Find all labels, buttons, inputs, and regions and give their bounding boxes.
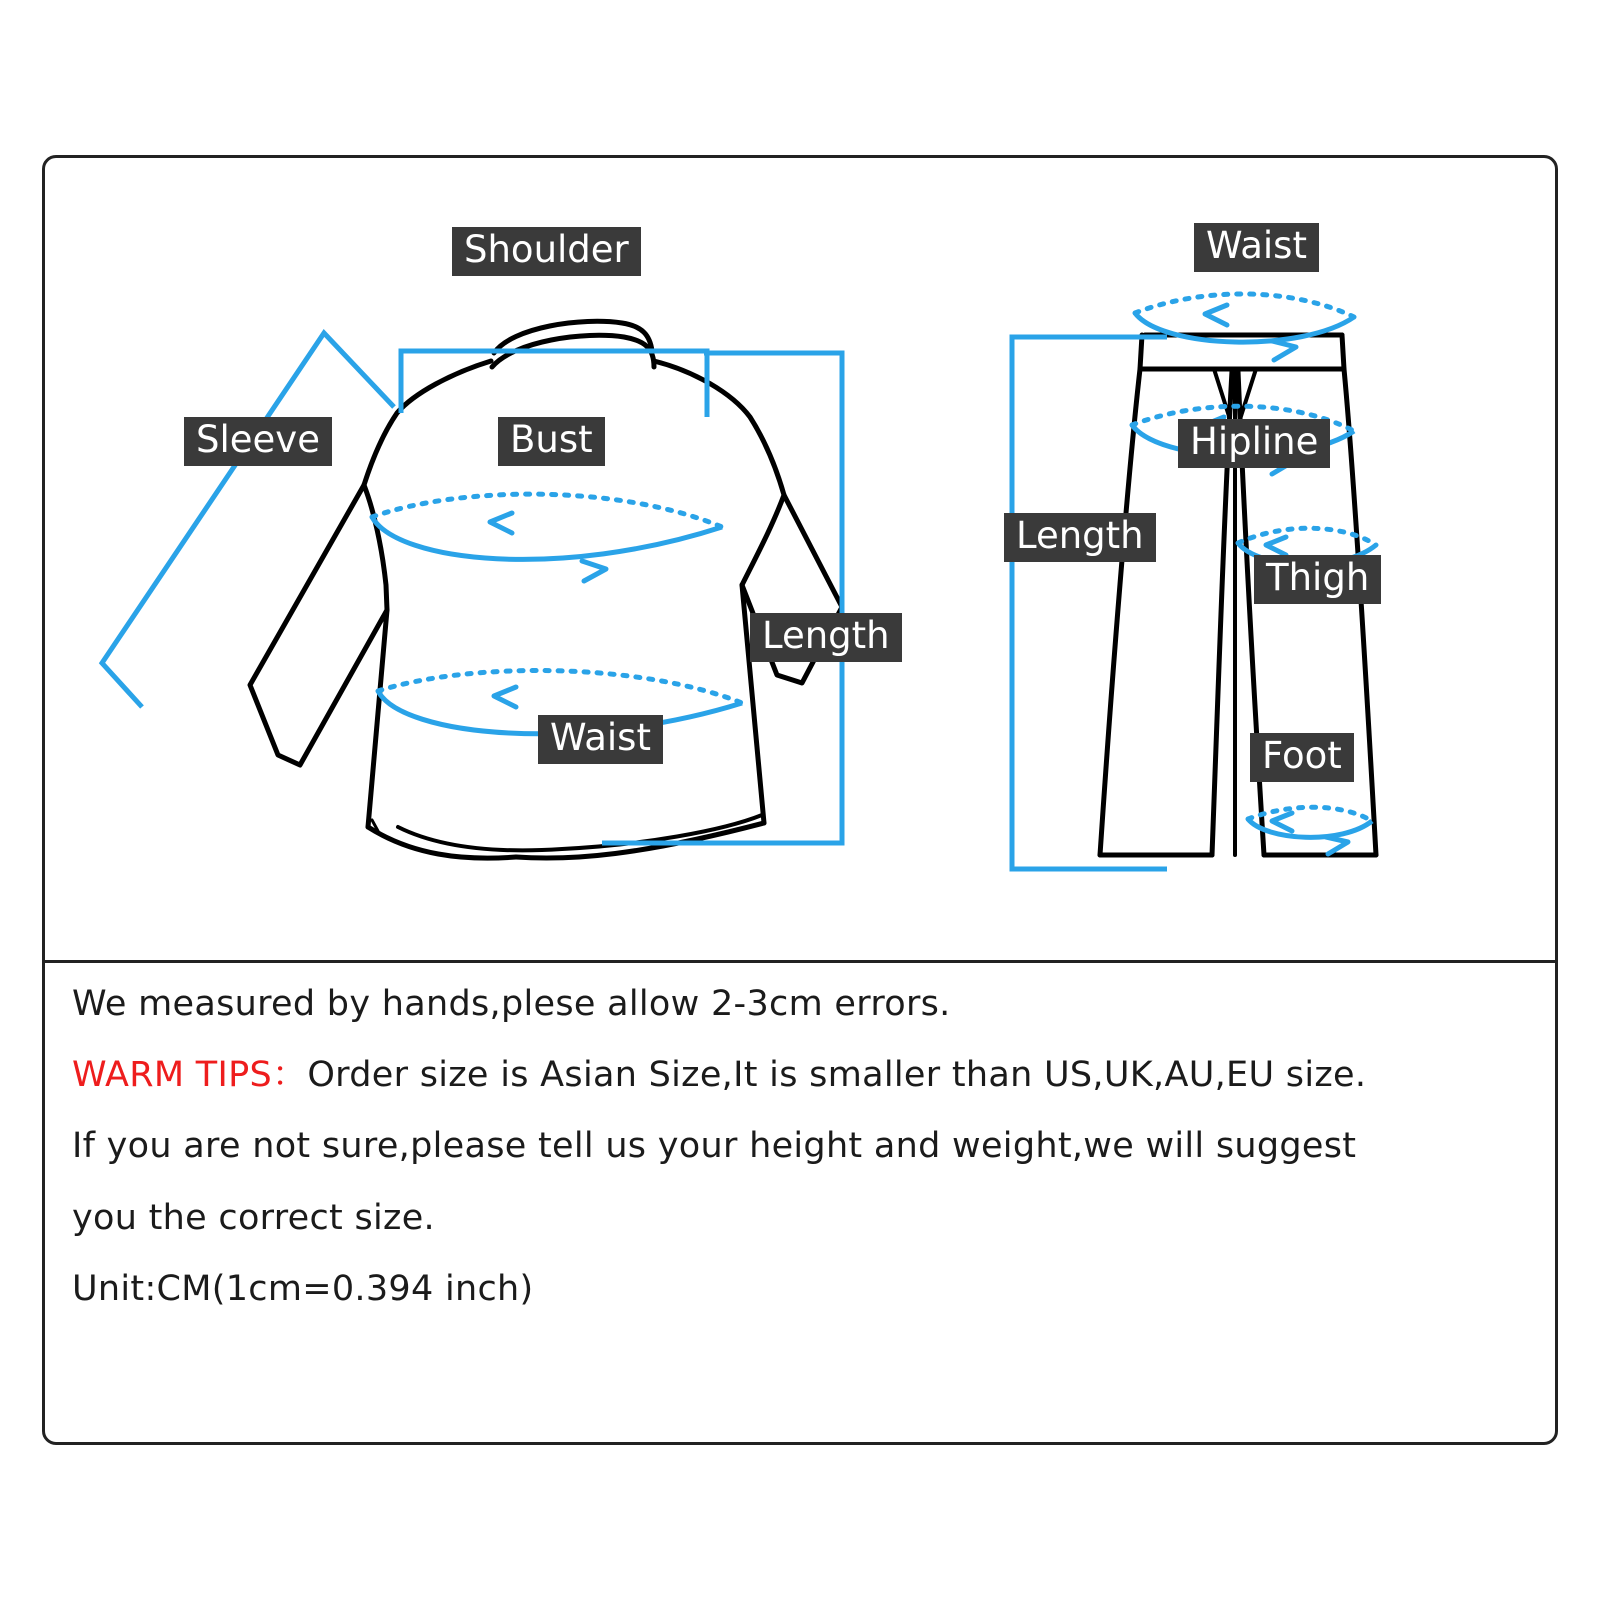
sleeve-measure-line <box>102 333 394 707</box>
note-correct-size: you the correct size. <box>72 1197 435 1238</box>
note-not-sure: If you are not sure,please tell us your height and weight,we will suggest <box>72 1126 1357 1167</box>
label-shoulder: Shoulder <box>452 227 641 276</box>
warm-tips-text: Order size is Asian Size,It is smaller than US,UK,AU,EU size. <box>307 1055 1367 1096</box>
pants-length-measure-line <box>1012 337 1167 869</box>
label-top-length: Length <box>750 613 902 662</box>
foot-measure-line <box>1248 807 1372 854</box>
top-garment-outline <box>250 321 842 858</box>
label-hipline: Hipline <box>1178 419 1330 468</box>
note-warm-tips <box>72 1056 1532 1095</box>
frame-divider <box>42 960 1558 963</box>
label-pants-waist: Waist <box>1194 223 1319 272</box>
measurement-diagram <box>42 155 1558 960</box>
label-foot: Foot <box>1250 733 1354 782</box>
note-measured-by-hands: We measured by hands,plese allow 2-3cm errors. <box>72 984 951 1024</box>
length-measure-line <box>602 353 842 843</box>
label-bust: Bust <box>498 417 605 466</box>
pants-waist-measure-line <box>1135 294 1354 360</box>
warm-tips-label: WARM TIPS： <box>72 1055 308 1096</box>
label-top-waist: Waist <box>538 715 663 764</box>
label-sleeve: Sleeve <box>184 417 332 466</box>
label-thigh: Thigh <box>1254 555 1381 604</box>
note-unit: Unit:CM(1cm=0.394 inch) <box>72 1268 534 1309</box>
label-pants-length: Length <box>1004 513 1156 562</box>
notes-block <box>72 985 1532 1415</box>
bust-measure-line <box>372 494 722 581</box>
